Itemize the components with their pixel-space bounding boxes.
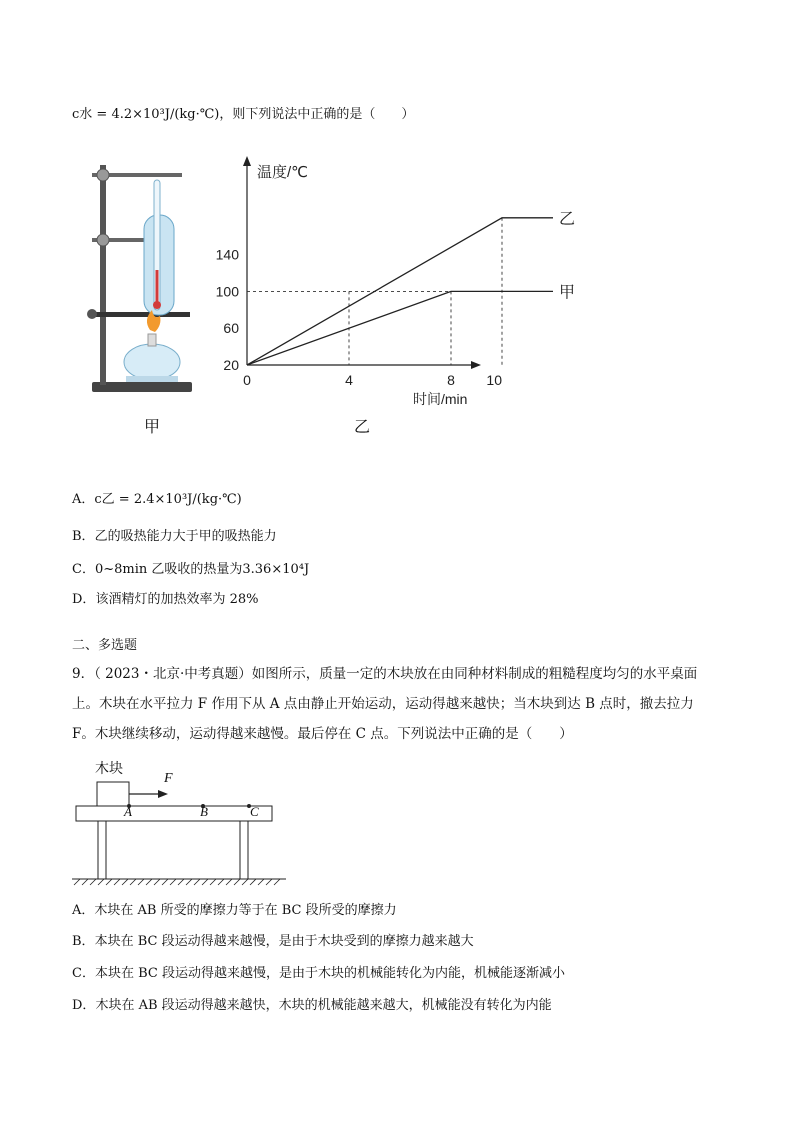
series-label-0: 乙 xyxy=(559,210,576,228)
point-c-label: C xyxy=(250,804,259,819)
question8-intro: c水 = 4.2×10³J/(kg·℃)，则下列说法中正确的是（ ） xyxy=(72,107,415,122)
chart-svg xyxy=(205,150,576,410)
y-axis-label: 温度/℃ xyxy=(257,164,309,181)
x-axis-label: 时间/min xyxy=(413,391,468,407)
block-label: 木块 xyxy=(95,760,123,776)
q9-option-c[interactable]: C．本块在 BC 段运动得越来越慢，是由于木块的机械能转化为内能，机械能逐渐减小 xyxy=(72,966,565,981)
temperature-time-chart xyxy=(205,150,576,410)
y-tick-label: 140 xyxy=(215,246,239,263)
q9-option-b[interactable]: B．本块在 BC 段运动得越来越慢，是由于木块受到的摩擦力越来越大 xyxy=(72,934,474,949)
q8-option-d[interactable]: D．该酒精灯的加热效率为 28% xyxy=(72,592,259,607)
apparatus-caption: 甲 xyxy=(144,419,161,436)
x-tick-label: 10 xyxy=(486,372,502,388)
heating-apparatus-figure xyxy=(80,150,200,440)
q8-option-b[interactable]: B．乙的吸热能力大于甲的吸热能力 xyxy=(72,529,277,544)
y-tick-label: 60 xyxy=(223,320,239,337)
section-title: 二、多选题 xyxy=(72,638,138,653)
x-tick-label: 0 xyxy=(243,372,251,388)
q8-option-a[interactable]: A．c乙 = 2.4×10³J/(kg·℃) xyxy=(72,492,242,507)
y-tick-label: 20 xyxy=(223,357,239,373)
y-tick-label: 100 xyxy=(215,283,239,300)
series-label-1: 甲 xyxy=(559,284,576,302)
q9-stem-line-2: 上。木块在水平拉力 F 作用下从 A 点由静止开始运动，运动得越来越快；当木块到达 B 点时，撤去拉力 xyxy=(72,696,694,712)
q9-option-d[interactable]: D．木块在 AB 段运动得越来越快，木块的机械能越来越大，机械能没有转化为内能 xyxy=(72,998,552,1013)
q9-stem-line-1: 9．（ 2023・北京·中考真题）如图所示，质量一定的木块放在由同种材料制成的粗糙程度均匀的水平桌面 xyxy=(72,666,698,682)
series-line-1 xyxy=(247,291,553,365)
y-axis-arrow xyxy=(243,156,251,166)
x-axis-arrow xyxy=(471,361,481,369)
point-b-label: B xyxy=(200,804,208,819)
q9-option-a[interactable]: A．木块在 AB 所受的摩擦力等于在 BC 段所受的摩擦力 xyxy=(72,903,397,918)
force-label: F xyxy=(164,771,173,786)
q9-stem-line-3: F。木块继续移动，运动得越来越慢。最后停在 C 点。下列说法中正确的是（ ） xyxy=(72,726,573,742)
x-tick-label: 8 xyxy=(447,372,455,388)
point-a-label: A xyxy=(124,804,132,819)
x-tick-label: 4 xyxy=(345,372,353,388)
graph-caption: 乙 xyxy=(354,419,371,436)
q8-option-c[interactable]: C．0~8min 乙吸收的热量为3.36×10⁴J xyxy=(72,562,310,577)
